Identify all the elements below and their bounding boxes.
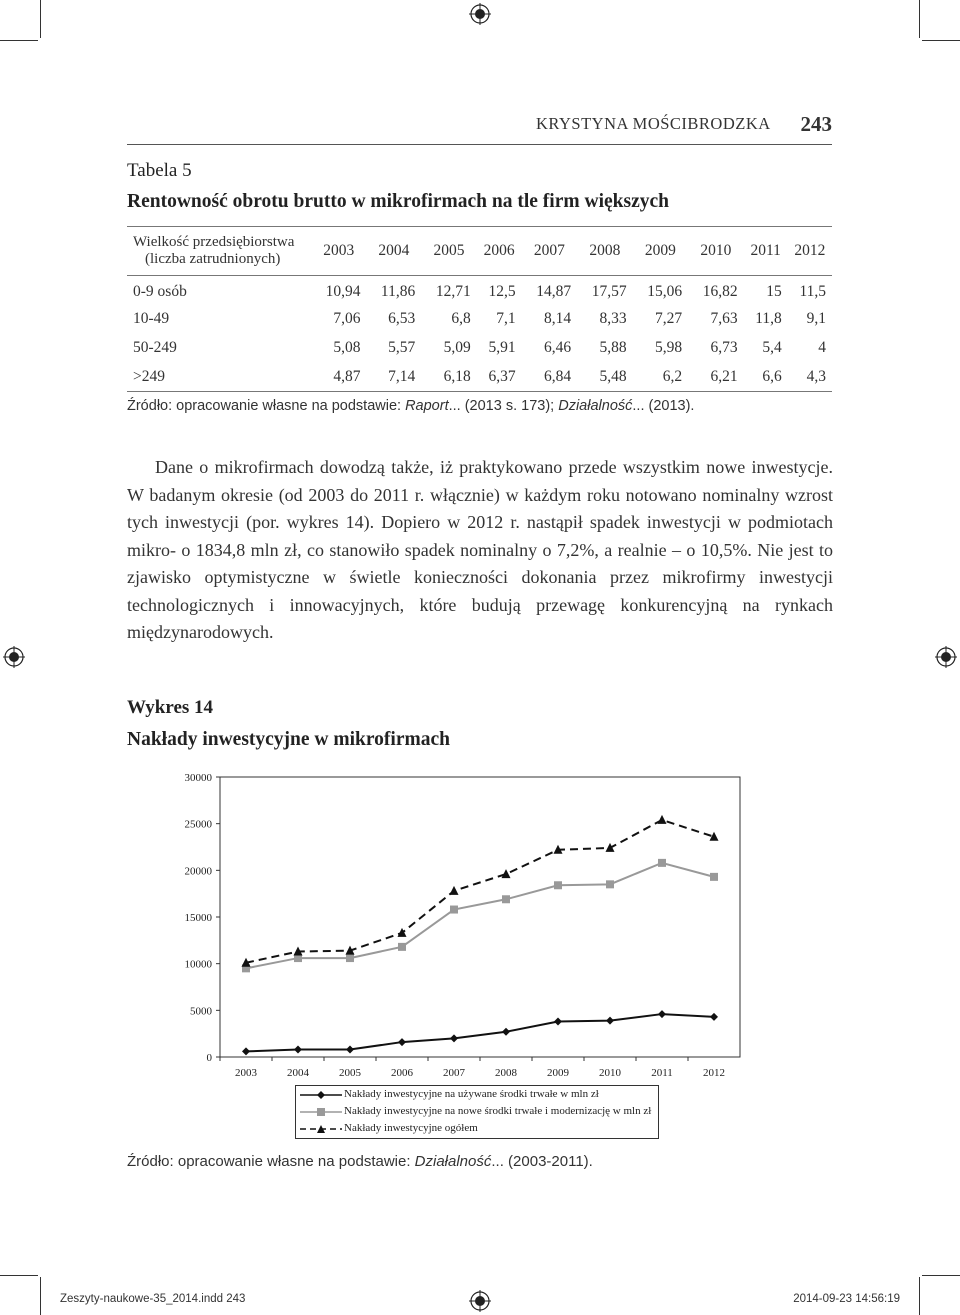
table-title: Rentowność obrotu brutto w mikrofirmach na tle firm większych: [127, 191, 669, 212]
data-point-diamond: [502, 1028, 510, 1036]
table-header-year: 2005: [421, 227, 476, 276]
table-cell: 4,87: [311, 363, 366, 392]
figure-source-note: [127, 1153, 593, 1170]
source-ref-dzialalnosc: Działalność: [558, 398, 633, 414]
data-point-triangle: [658, 815, 667, 824]
profitability-table: [127, 226, 832, 392]
table-cell: 10,94: [325, 283, 361, 301]
table-cell: 5,09: [443, 339, 471, 356]
data-point-diamond: [450, 1034, 458, 1042]
y-tick-label: 25000: [184, 818, 212, 831]
table-cell: 7,63: [710, 310, 738, 327]
data-point-square: [554, 881, 562, 889]
x-tick-label: 2005: [339, 1067, 361, 1079]
table-cell: 5,08: [333, 339, 361, 356]
legend-triangle-icon: [300, 1124, 342, 1134]
table-cell: 5,91: [488, 339, 516, 356]
running-head-author: KRYSTYNA MOŚCIBRODZKA: [536, 114, 771, 133]
table-row: [127, 276, 832, 305]
data-point-square: [606, 880, 614, 888]
data-point-diamond: [398, 1038, 406, 1046]
table-header-year: 2006: [477, 227, 522, 276]
table-cell: 7,1: [496, 310, 516, 327]
crop-mark: [40, 1277, 41, 1315]
table-row: [127, 334, 832, 363]
table-cell: 11,86: [380, 283, 416, 301]
registration-mark-icon: [469, 1290, 491, 1312]
data-point-diamond: [658, 1010, 666, 1018]
source-prefix: Źródło: opracowanie własne na podstawie:: [127, 398, 406, 414]
table-cell: 6,21: [688, 363, 743, 392]
table-cell: 4: [818, 339, 826, 356]
table-cell: 5,4: [762, 339, 782, 356]
data-point-square: [346, 954, 354, 962]
table-row: [127, 305, 832, 334]
data-point-square: [710, 873, 718, 881]
x-tick-label: 2004: [287, 1067, 309, 1079]
figure-label: Wykres 14: [127, 697, 214, 718]
source-suffix: ... (2013).: [632, 398, 695, 414]
body-paragraph-text: Dane o mikrofirmach dowodzą także, iż praktykowano przede wszystkim nowe inwestycje. W badanym okresie (od 2003 do 2011 r. włącznie) w każdym roku notowano nominalny wzrost tych inwestycji (por. wykres 14). Dopiero w 2012 r. nastąpił spadek inwestycji w podmiotach mikro- o 1834,8 mln zł, co stanowiło spadek nominalny o 7,2%, a realnie – o 10,5%. Nie jest to zjawisko optymistyczne w świetle konieczności dokonania przez mikrofirmy inwestycji technologicznych i innowacyjnych, które budują przewagę konkurencyjną na rynkach międzynarodowych.: [127, 457, 833, 642]
table-cell: 6,37: [477, 363, 522, 392]
table-cell: 6,73: [710, 339, 738, 356]
data-point-triangle: [502, 869, 511, 878]
investment-line-chart: [160, 765, 760, 1085]
body-paragraph: [127, 454, 833, 647]
table-source-note: [127, 398, 694, 414]
table-header-year: 2011: [744, 227, 788, 276]
row-label: 10-49: [133, 310, 170, 327]
table-cell: 12,71: [435, 283, 471, 301]
figure-source-ref: Działalność: [414, 1153, 492, 1170]
footer-file-name: Zeszyty-naukowe-35_2014.indd 243: [60, 1293, 246, 1305]
table-header-line1: Wielkość przedsiębiorstwa: [133, 234, 295, 250]
table-cell: 15,06: [647, 283, 683, 301]
crop-mark: [0, 1275, 38, 1276]
crop-mark: [0, 40, 38, 41]
table-cell: 6,84: [522, 363, 577, 392]
y-tick-label: 20000: [184, 865, 212, 878]
row-label: >249: [127, 363, 311, 392]
table-header-year: 2008: [577, 227, 632, 276]
table-header-year: 2010: [688, 227, 743, 276]
data-point-square: [450, 906, 458, 914]
figure-title: Nakłady inwestycyjne w mikrofirmach: [127, 729, 450, 750]
table-header-row: [127, 227, 832, 276]
table-cell: 8,14: [544, 310, 572, 327]
x-tick-label: 2008: [495, 1067, 517, 1079]
legend-square-icon: [300, 1107, 342, 1117]
table-cell: 8,33: [599, 310, 627, 327]
data-point-square: [502, 895, 510, 903]
figure-source-prefix: Źródło: opracowanie własne na podstawie:: [127, 1153, 415, 1170]
data-point-diamond: [710, 1013, 718, 1021]
table-cell: 12,5: [488, 283, 516, 301]
legend-label: Nakłady inwestycyjne ogółem: [344, 1122, 478, 1134]
crop-mark: [40, 0, 41, 38]
table-cell: 11,8: [755, 310, 782, 327]
x-tick-label: 2010: [599, 1067, 621, 1079]
crop-mark: [919, 1277, 920, 1315]
table-cell: 6,6: [744, 363, 788, 392]
table-cell: 5,98: [654, 339, 683, 356]
table-cell: 6,8: [451, 310, 471, 327]
series-line-0: [246, 1014, 714, 1051]
figure-source-suffix: ... (2003-2011).: [491, 1153, 593, 1170]
table-cell: 7,27: [654, 310, 683, 327]
y-tick-label: 0: [206, 1052, 212, 1064]
table-cell: 5,48: [577, 363, 632, 392]
x-tick-label: 2009: [547, 1067, 569, 1079]
table-cell: 6,2: [633, 363, 688, 392]
table-header-year: 2012: [788, 227, 832, 276]
data-point-diamond: [294, 1046, 302, 1054]
table-cell: 5,88: [599, 339, 627, 356]
legend-diamond-icon: [300, 1090, 342, 1100]
table-cell: 4,3: [788, 363, 832, 392]
table-cell: 9,1: [806, 310, 826, 327]
table-cell: 17,57: [591, 283, 627, 301]
table-cell: 6,53: [388, 310, 416, 327]
row-label: 50-249: [133, 339, 177, 356]
table-cell: 6,18: [421, 363, 476, 392]
table-cell: 7,14: [366, 363, 421, 392]
data-point-diamond: [242, 1047, 250, 1055]
legend-label: Nakłady inwestycyjne na używane środki trwałe w mln zł: [344, 1088, 599, 1100]
table-header-size: [127, 227, 311, 276]
row-label: 0-9 osób: [133, 283, 187, 301]
registration-mark-icon: [469, 3, 491, 25]
table-label: Tabela 5: [127, 160, 192, 181]
y-tick-label: 15000: [184, 912, 212, 924]
series-line-1: [246, 863, 714, 968]
y-tick-label: 5000: [190, 1005, 212, 1018]
data-point-diamond: [554, 1018, 562, 1026]
data-point-square: [658, 859, 666, 867]
source-ref-raport: Raport: [405, 398, 449, 414]
data-point-triangle: [450, 886, 459, 895]
x-tick-label: 2012: [703, 1067, 725, 1079]
table-header-year: 2004: [366, 227, 421, 276]
table-cell: 7,06: [333, 310, 361, 327]
chart-legend: [295, 1085, 659, 1139]
data-point-diamond: [346, 1046, 354, 1054]
table-cell: 15: [766, 283, 782, 301]
table-cell: 14,87: [536, 283, 572, 301]
table-header-line2: (liczba zatrudnionych): [145, 251, 281, 267]
crop-mark: [922, 1275, 960, 1276]
data-point-triangle: [398, 928, 407, 937]
table-header-year: 2007: [522, 227, 577, 276]
table-cell: 6,46: [544, 339, 572, 356]
header-rule: [127, 144, 832, 145]
page-number: 243: [800, 112, 832, 136]
footer-timestamp: 2014-09-23 14:56:19: [793, 1293, 900, 1305]
registration-mark-icon: [935, 646, 957, 668]
y-tick-label: 10000: [184, 958, 212, 971]
crop-mark: [922, 40, 960, 41]
table-cell: 11,5: [799, 283, 826, 301]
legend-label: Nakłady inwestycyjne na nowe środki trwałe i modernizację w mln zł: [344, 1105, 652, 1117]
x-tick-label: 2003: [235, 1067, 257, 1079]
registration-mark-icon: [3, 646, 25, 668]
table-header-year: 2009: [633, 227, 688, 276]
data-point-triangle: [606, 843, 615, 852]
series-line-2: [246, 820, 714, 963]
x-tick-label: 2006: [391, 1067, 413, 1079]
table-row: [127, 363, 832, 392]
data-point-square: [398, 943, 406, 951]
x-tick-label: 2007: [443, 1067, 465, 1079]
table-header-year: 2003: [311, 227, 366, 276]
table-cell: 5,57: [388, 339, 416, 356]
y-tick-label: 30000: [184, 772, 212, 784]
table-cell: 16,82: [702, 283, 738, 301]
x-tick-label: 2011: [651, 1067, 673, 1079]
crop-mark: [919, 0, 920, 38]
data-point-diamond: [606, 1017, 614, 1025]
source-mid: ... (2013 s. 173);: [448, 398, 559, 414]
